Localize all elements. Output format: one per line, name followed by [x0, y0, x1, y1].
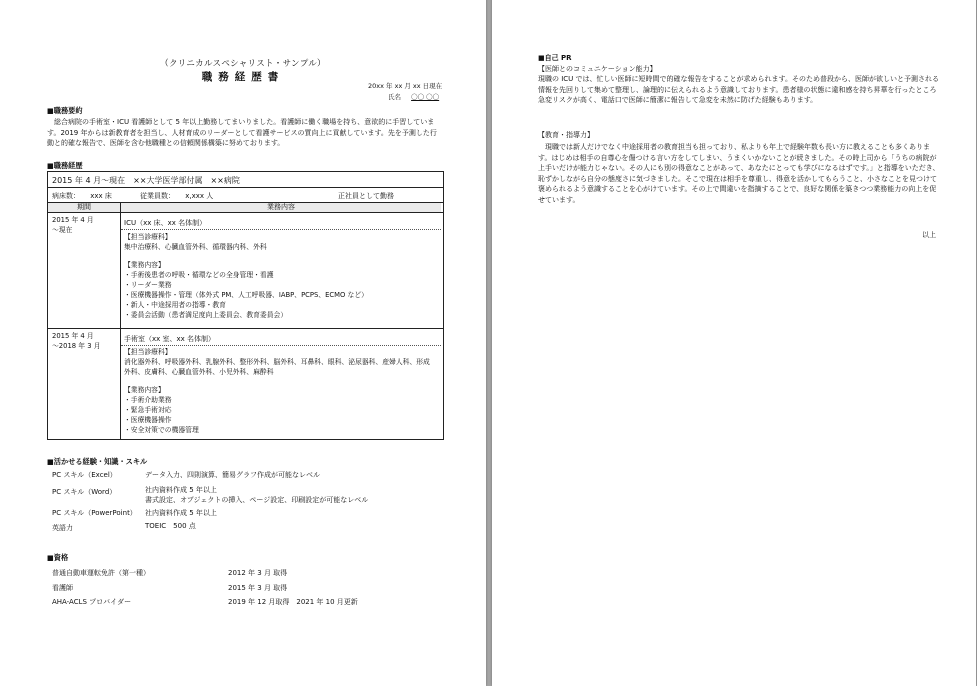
row-1-period	[52, 215, 94, 235]
row-2-duty: ・医療機器操作	[124, 416, 172, 424]
skill-value: 書式設定、オブジェクトの挿入、ページ設定、印刷設定が可能なレベル	[145, 496, 369, 504]
summary-text: 総合病院の手術室・ICU 看護師として 5 年以上勤務してまいりました。看護師に働く職場を持ち、意欲的に手習しています。2019 年からは新教育者を担当し、人材育成のリーダーとして看護サービスの質向上に貢献しています。先を予測した行動と的確な報告で、医師を含む他職種との信頼関係構築に努めております。	[47, 118, 437, 148]
divider	[121, 345, 441, 346]
row-1-category-line: 集中治療科、心臓血管外科、循環器内科、外科	[124, 243, 267, 251]
pr-section-title: 【教育・指導力】	[538, 131, 594, 139]
qualification-date: 2019 年 12 月取得 2021 年 10 月更新	[228, 598, 358, 606]
pr-section-text: 現職の ICU では、忙しい医師に短時間で的確な報告をすることが求められます。そのため普段から、医師が欲しいと予測される情報を先回りして集めて整理し、論理的に伝えられるよう意識しております。患者様の状態に違和感を持ち昇華を行ったところ急変リスクが高く、電話口で医師に簡潔に報告して急変を未然に防げた経験もあります。	[538, 75, 939, 105]
beds-value: xxx 床	[90, 192, 112, 200]
column-header-period: 期間	[48, 203, 120, 212]
history-header: 2015 年 4 月～現在 ××大学医学部付属 ××病院	[52, 176, 240, 185]
qualification-date: 2012 年 3 月 取得	[228, 569, 288, 577]
column-header-content: 業務内容	[121, 203, 441, 212]
row-2-duty: ・手術介助業務	[124, 396, 172, 404]
name-value: 〇〇 〇〇	[411, 93, 440, 101]
divider	[47, 187, 444, 188]
history-heading: ■職務経歴	[47, 161, 83, 170]
skill-value: TOEIC 500 点	[145, 522, 196, 530]
beds-info	[52, 191, 112, 201]
skill-label: PC スキル（PowerPoint）	[52, 509, 137, 517]
row-1-content	[124, 232, 368, 320]
row-1-duty: ・委員会活動（患者満足度向上委員会、教育委員会）	[124, 311, 288, 319]
divider	[121, 229, 441, 230]
column-divider	[120, 203, 121, 439]
date-line: 20xx 年 xx 月 xx 日現在	[368, 82, 443, 90]
row-1-period-end: ～現在	[52, 226, 73, 234]
qualifications-heading: ■資格	[47, 553, 69, 562]
row-2-category-line: 消化器外科、呼吸器外科、乳腺外科、整形外科、脳外科、耳鼻科、眼科、泌尿器科、産婦人科、形成外科、皮膚科、心臓血管外科、小児外科、麻酔科	[124, 358, 430, 376]
row-1-duty: ・手術後患者の呼吸・循環などの全身管理・看護	[124, 271, 274, 279]
document-page-left	[0, 0, 486, 686]
name-label: 氏名	[388, 93, 401, 101]
row-2-duty-heading: 【業務内容】	[124, 386, 165, 394]
qualification-name: 看護師	[52, 584, 73, 592]
row-2-period-end: ～2018 年 3 月	[52, 342, 101, 350]
document-page-right	[492, 0, 976, 686]
skill-value: 社内資料作成 5 年以上	[145, 486, 217, 494]
row-2-content	[124, 347, 436, 435]
row-2-period-start: 2015 年 4 月	[52, 332, 94, 340]
row-1-duty: ・リーダー業務	[124, 281, 172, 289]
row-1-category-heading: 【担当診療科】	[124, 233, 172, 241]
row-1-dept: ICU（xx 床、xx 名体制）	[124, 219, 207, 227]
row-1-duty-heading: 【業務内容】	[124, 261, 165, 269]
document-title: 職務経歴書	[201, 71, 285, 83]
skill-value: 社内資料作成 5 年以上	[145, 509, 217, 517]
staff-value: x,xxx 人	[185, 192, 214, 200]
pr-heading: ■自己 PR	[538, 54, 572, 62]
divider	[47, 328, 444, 329]
row-1-duty: ・新人・中途採用者の指導・教育	[124, 301, 226, 309]
beds-label: 病床数：	[52, 192, 80, 200]
row-2-dept: 手術室（xx 室、xx 名体制）	[124, 335, 216, 343]
skill-label: PC スキル（Excel）	[52, 471, 117, 479]
closing-text: 以上	[922, 231, 936, 239]
row-1-duty: ・医療機器操作・管理（体外式 PM、人工呼吸器、IABP、PCPS、ECMO など）	[124, 291, 368, 299]
staff-info	[140, 191, 213, 201]
row-2-period	[52, 331, 101, 351]
skill-value: データ入力、四則演算、簡易グラフ作成が可能なレベル	[145, 471, 320, 479]
staff-label: 従業員数：	[140, 192, 175, 200]
row-2-duty: ・安全対策での機器管理	[124, 426, 199, 434]
summary-heading: ■職務要約	[47, 106, 83, 115]
row-2-duty: ・緊急手術対応	[124, 406, 172, 414]
qualification-date: 2015 年 3 月 取得	[228, 584, 288, 592]
qualification-name: 普通自動車運転免許（第一種）	[52, 569, 150, 577]
employment-type: 正社員として勤務	[338, 192, 394, 200]
divider	[47, 212, 444, 213]
row-1-period-start: 2015 年 4 月	[52, 216, 94, 224]
skill-label: 英語力	[52, 524, 73, 532]
name-row	[388, 92, 439, 101]
pr-section-title: 【医師とのコミュニケーション能力】	[538, 65, 657, 73]
row-2-category-heading: 【担当診療科】	[124, 348, 172, 356]
pr-section-text: 現職では新人だけでなく中途採用者の教育担当も担っており、私よりも年上で経験年数も長い方に教えることも多くあります。はじめは相手の自尊心を傷つける言い方をしてしまい、うまくいかないことが続きました。その時上司から「うちの病院が上手いだけが能力じゃない。その人にも別の得意なことがあって、あなたにとっても学びになるはずです。」と指導をいただき、恥ずかしながら自分の態度さに気づきました。そこで現在は相手を尊重し、得意を活かしてもらうこと、小さなことを見つけて褒められるよう意識することを心がけています。その上で間違いを指摘することで、良好な関係を築きつつ業務能力の向上を促せています。	[538, 143, 940, 204]
qualification-name: AHA-ACLS プロバイダー	[52, 598, 132, 606]
skill-label: PC スキル（Word）	[52, 488, 117, 496]
skills-heading: ■活かせる経験・知識・スキル	[47, 457, 148, 466]
document-subtitle: （クリニカルスペシャリスト・サンプル）	[160, 59, 326, 69]
